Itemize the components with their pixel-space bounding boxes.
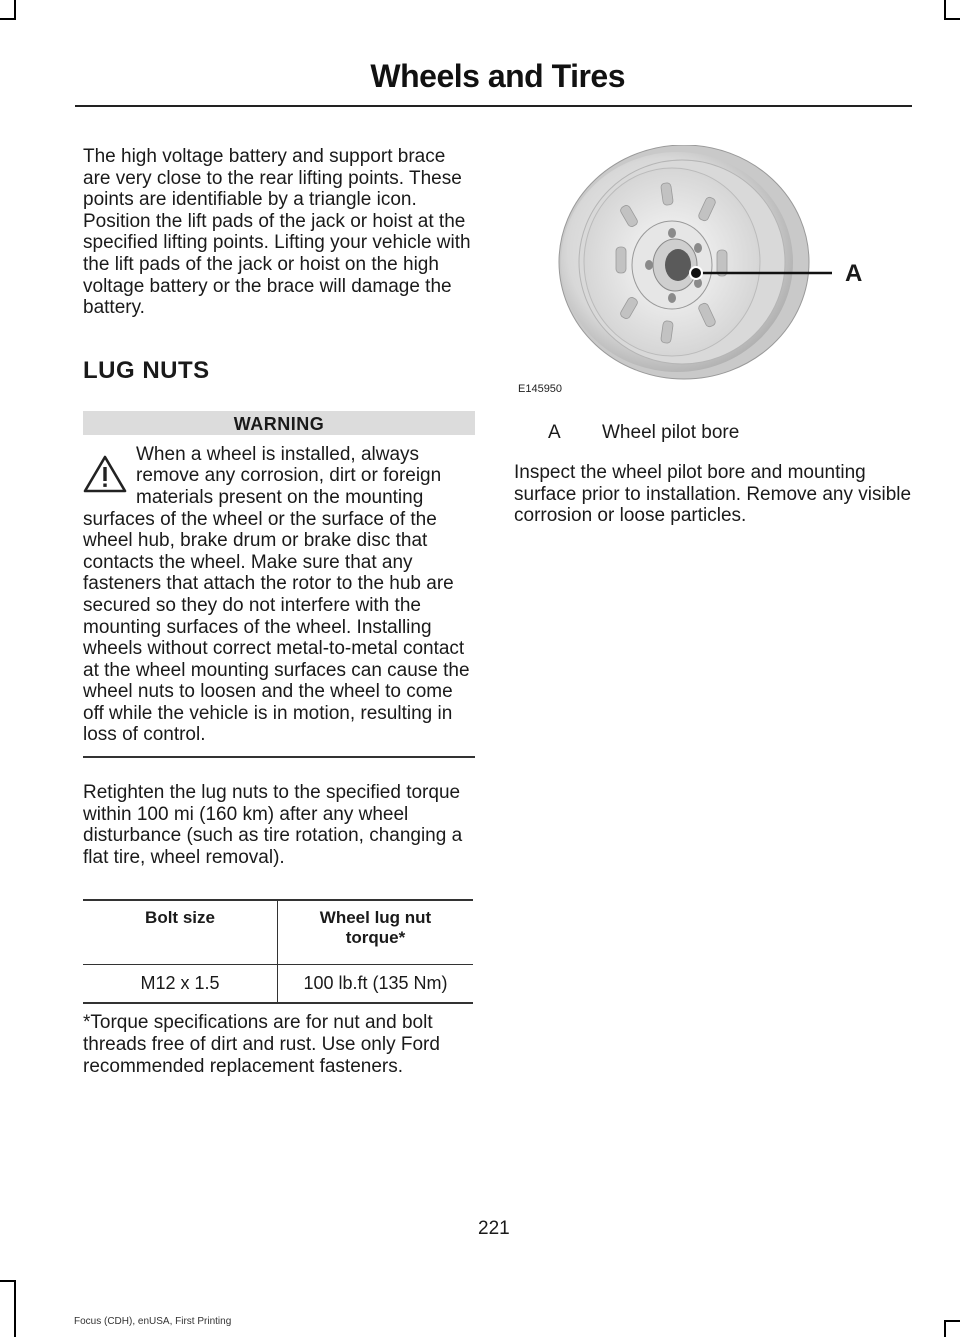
footer-text: Focus (CDH), enUSA, First Printing (74, 1316, 232, 1327)
warning-title: WARNING (83, 411, 475, 435)
crop-mark (14, 0, 16, 20)
warning-triangle-icon (83, 454, 127, 494)
table-header-cell: Bolt size (83, 900, 278, 965)
crop-mark (944, 18, 960, 20)
crop-mark (0, 18, 16, 20)
crop-mark (944, 0, 946, 20)
table-header-text: Wheel lug nut torque* (319, 908, 432, 948)
warning-text: When a wheel is installed, always remove any corrosion, dirt or foreign materials present on the mounting surfaces of the wheel or the surface of the wheel hub, brake drum or brake disc that contacts the wheel. Make sure that any fasteners that attach the rotor to the hub are secured so they do not interfere with the mounting surfaces of the wheel. Installing wheels without correct metal-to-metal contact at the wheel mounting surfaces can cause the wheel nuts to loosen and the wheel to come off while the vehicle is in motion, resulting in loss of control. (83, 443, 470, 746)
wheel-hub (632, 221, 712, 309)
key-letter: A (548, 422, 561, 443)
crop-mark (944, 1320, 960, 1322)
key-description: Wheel pilot bore (602, 422, 740, 443)
warning-box (83, 444, 475, 758)
table-cell: M12 x 1.5 (83, 965, 278, 1004)
warning-divider (83, 756, 475, 758)
table-row (83, 965, 473, 1004)
crop-mark (944, 1320, 946, 1337)
left-column (83, 146, 475, 1077)
footnote: *Torque specifications are for nut and bolt threads free of dirt and rust. Use only Ford recommended replacement fasteners. (83, 1012, 440, 1077)
page-number: 221 (478, 1218, 510, 1239)
inspect-paragraph: Inspect the wheel pilot bore and mounting surface prior to installation. Remove any visible corrosion or loose particles. (514, 462, 912, 527)
retighten-paragraph: Retighten the lug nuts to the specified torque within 100 mi (160 km) after any wheel disturbance (such as tire rotation, changing a flat tire, wheel removal). (83, 782, 463, 868)
table-header-row (83, 900, 473, 965)
figure-callout-label: A (845, 260, 863, 287)
right-column (514, 462, 914, 527)
header-divider (75, 105, 912, 107)
table-header-cell (278, 900, 474, 965)
figure-key (548, 422, 739, 444)
intro-paragraph: The high voltage battery and support brace are very close to the rear lifting points. These points are identifiable by a triangle icon. Position the lift pads of the jack or hoist at the specified lifting points. Lifting your vehicle with the lift pads of the jack or hoist on the high voltage battery or the brace will damage the battery. (83, 146, 471, 319)
table-cell: 100 lb.ft (135 Nm) (303, 973, 448, 994)
torque-table (83, 899, 473, 1004)
section-heading: LUG NUTS (83, 356, 210, 384)
crop-mark (14, 1280, 16, 1337)
page-title: Wheels and Tires (370, 58, 625, 94)
figure-code: E145950 (518, 383, 563, 395)
crop-mark (0, 1280, 16, 1282)
